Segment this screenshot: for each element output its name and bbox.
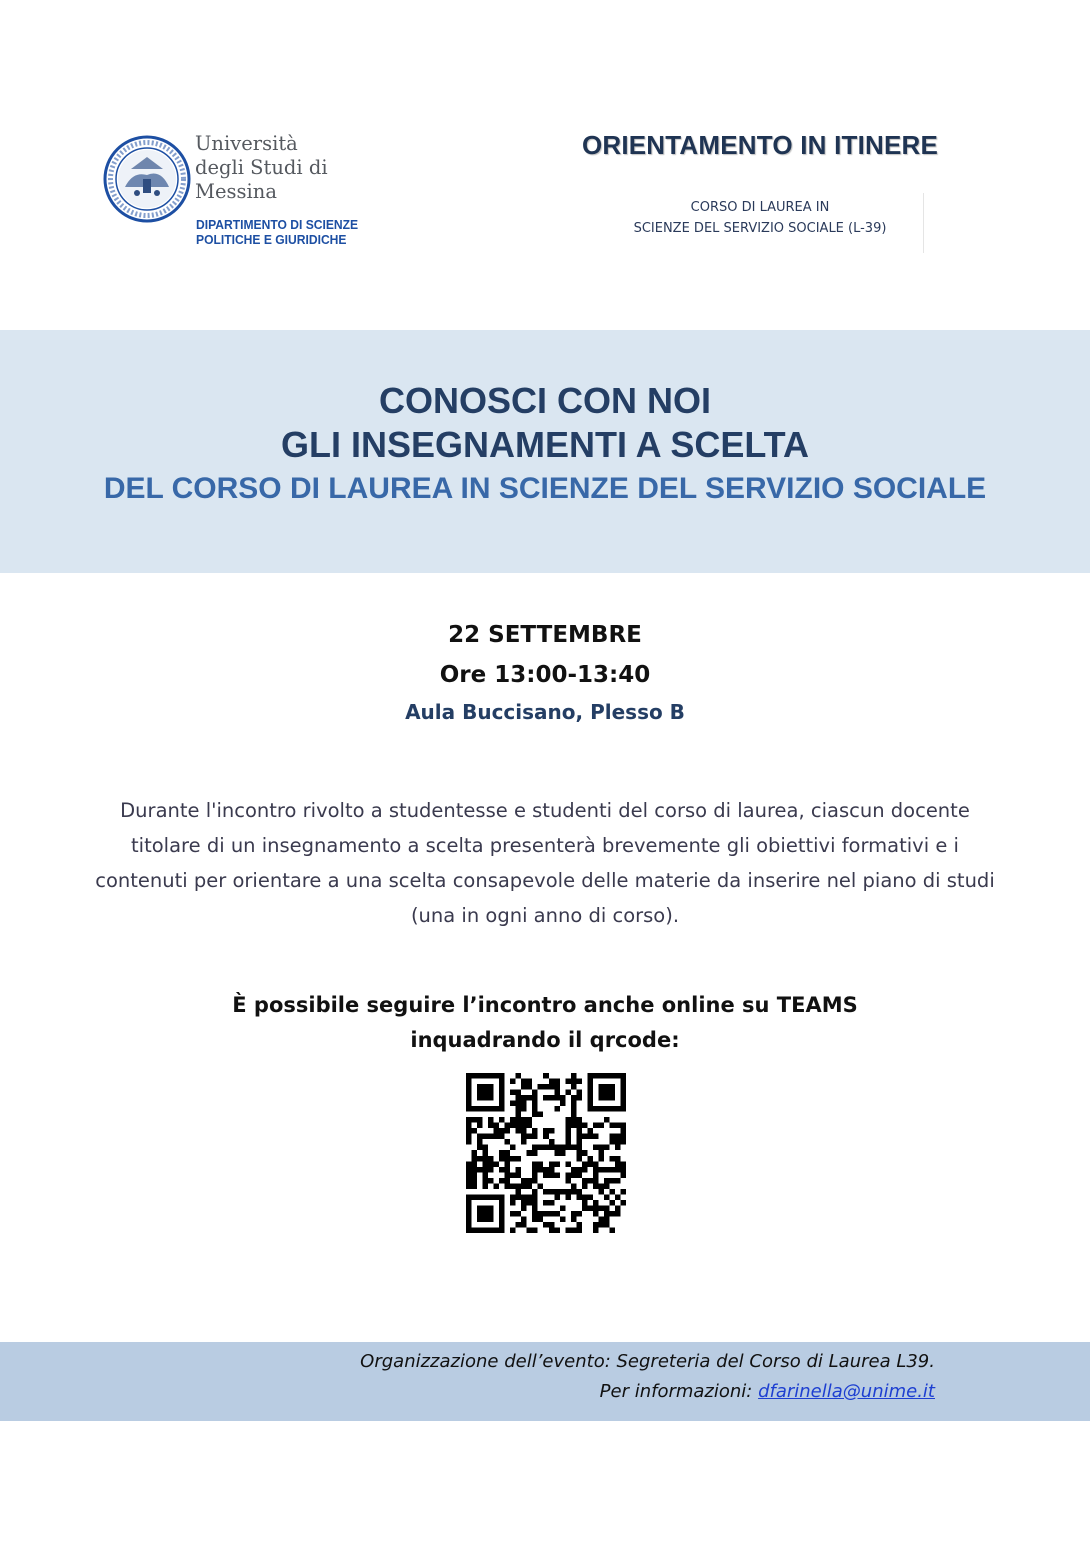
qr-code-icon[interactable]: [466, 1073, 626, 1233]
department-line: DIPARTIMENTO DI SCIENZE: [196, 217, 359, 232]
online-info: [0, 988, 1090, 1058]
university-name-line: Messina: [195, 180, 277, 203]
university-name-line: degli Studi di: [195, 156, 328, 179]
online-line: È possibile seguire l’incontro anche online su TEAMS: [232, 993, 858, 1017]
event-date: 22 SETTEMBRE: [448, 622, 642, 648]
university-name: [195, 132, 328, 204]
department-line: POLITICHE E GIURIDICHE: [196, 232, 347, 247]
footer-info: [360, 1347, 935, 1407]
title-line: CONOSCI CON NOI: [378, 380, 711, 421]
info-label: Per informazioni:: [599, 1381, 759, 1402]
divider: [923, 193, 924, 253]
department-name: [196, 217, 358, 247]
university-seal-icon: [103, 135, 191, 223]
subtitle-line: DEL CORSO DI LAUREA IN SCIENZE DEL SERVIZIO SOCIALE: [103, 472, 987, 505]
organization-text: Organizzazione dell’evento: Segreteria del Corso di Laurea L39.: [360, 1351, 935, 1372]
title-line: GLI INSEGNAMENTI A SCELTA: [281, 424, 809, 465]
event-description: Durante l'incontro rivolto a studentesse e studenti del corso di laurea, ciascun docente titolare di un insegnamento a scelta presenterà brevemente gli obiettivi formativi e i contenuti per orientare a una scelta consapevole delle materie da inserire nel piano di studi (una in ogni anno di corso).: [95, 799, 995, 927]
event-time: Ore 13:00-13:40: [439, 662, 651, 688]
info-line: [360, 1377, 935, 1407]
university-name-line: Università: [195, 132, 298, 155]
email-link[interactable]: dfarinella@unime.it: [758, 1381, 935, 1402]
program-title: ORIENTAMENTO IN ITINERE: [581, 130, 939, 160]
course-label: [590, 197, 930, 239]
online-line: inquadrando il qrcode:: [410, 1028, 680, 1052]
course-line: CORSO DI LAUREA IN: [690, 200, 830, 215]
event-location: Aula Buccisano, Plesso B: [405, 700, 685, 724]
course-line: SCIENZE DEL SERVIZIO SOCIALE (L-39): [633, 221, 887, 236]
university-logo: [103, 130, 373, 250]
